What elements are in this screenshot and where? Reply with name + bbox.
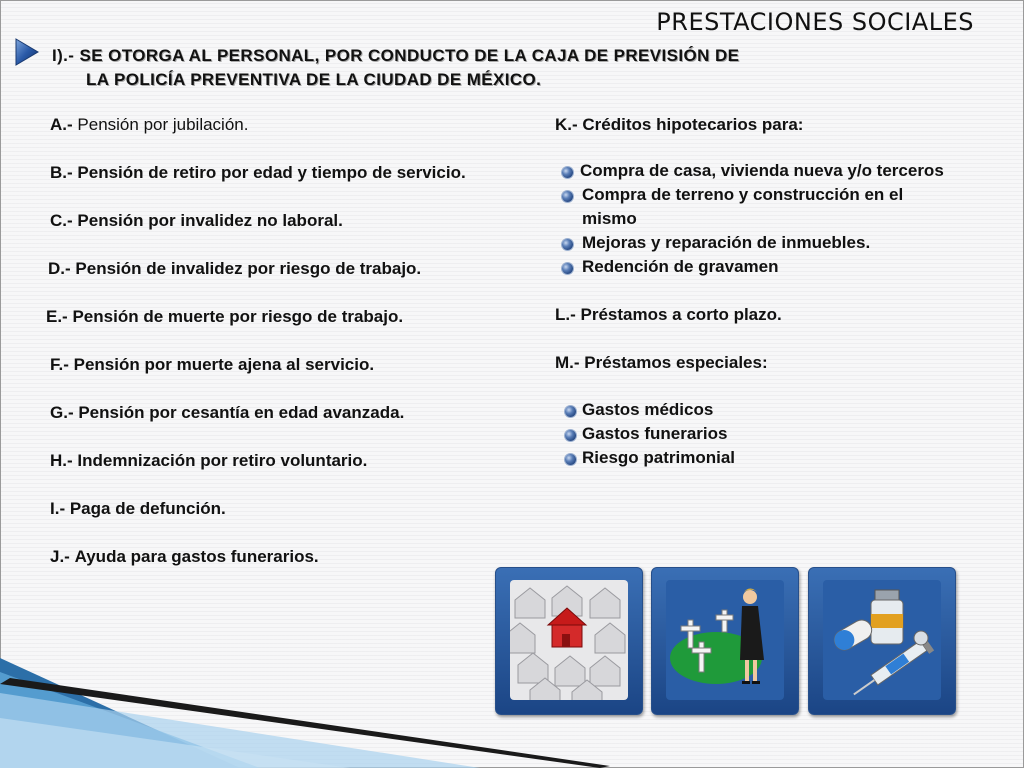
header-line-2 bbox=[86, 70, 541, 90]
list-item-d: D.- Pensión de invalidez por riesgo de trabajo. bbox=[48, 259, 422, 278]
k-sub-item: Mejoras y reparación de inmuebles. bbox=[582, 233, 871, 252]
list-item-a: A.- Pensión por jubilación. bbox=[50, 115, 249, 134]
k-sub-item: Compra de casa, vivienda nueva y/o terceros bbox=[580, 161, 944, 180]
sub-bullet-icon bbox=[565, 406, 576, 417]
decorative-swoosh bbox=[0, 638, 620, 768]
sub-bullet-icon bbox=[565, 454, 576, 465]
arrow-bullet-icon bbox=[14, 38, 40, 66]
header-text-1: SE OTORGA AL PERSONAL, POR CONDUCTO DE LA CAJA DE PREVISIÓN DE bbox=[79, 46, 740, 65]
list-item-m: M.- Préstamos especiales: bbox=[555, 353, 768, 372]
sub-bullet-icon bbox=[562, 239, 573, 250]
k-sub-item-cont: mismo bbox=[582, 209, 637, 228]
list-item-c: C.- Pensión por invalidez no laboral. bbox=[50, 211, 343, 230]
list-item-g: G.- Pensión por cesantía en edad avanzada. bbox=[50, 403, 405, 422]
k-sub-item: Redención de gravamen bbox=[582, 257, 779, 276]
m-sub-item: Gastos funerarios bbox=[582, 424, 728, 443]
k-sub-item: Compra de terreno y construcción en el bbox=[582, 185, 904, 204]
sub-bullet-icon bbox=[565, 430, 576, 441]
list-item-j: J.- Ayuda para gastos funerarios. bbox=[50, 547, 319, 566]
page-title: PRESTACIONES SOCIALES bbox=[656, 8, 974, 36]
list-item-b: B.- Pensión de retiro por edad y tiempo de servicio. bbox=[50, 163, 466, 182]
medicine-image bbox=[823, 580, 941, 700]
header-bullet: I).- bbox=[52, 46, 75, 65]
list-item-l: L.- Préstamos a corto plazo. bbox=[555, 305, 782, 324]
sub-bullet-icon bbox=[562, 263, 573, 274]
m-sub-item: Riesgo patrimonial bbox=[582, 448, 736, 467]
list-item-e: E.- Pensión de muerte por riesgo de trabajo. bbox=[46, 307, 404, 326]
sub-bullet-icon bbox=[562, 191, 573, 202]
medicine-image-card bbox=[808, 567, 956, 715]
list-item-h: H.- Indemnización por retiro voluntario. bbox=[50, 451, 368, 470]
funeral-image bbox=[666, 580, 784, 700]
m-sub-item: Gastos médicos bbox=[582, 400, 714, 419]
header-text-2: LA POLICÍA PREVENTIVA DE LA CIUDAD DE MÉXICO. bbox=[86, 70, 542, 89]
sub-bullet-icon bbox=[562, 167, 573, 178]
header-line-1 bbox=[52, 46, 739, 66]
list-item-i: I.- Paga de defunción. bbox=[50, 499, 226, 518]
funeral-image-card bbox=[651, 567, 799, 715]
list-item-k: K.- Créditos hipotecarios para: bbox=[555, 115, 804, 134]
list-item-f: F.- Pensión por muerte ajena al servicio. bbox=[50, 355, 375, 374]
